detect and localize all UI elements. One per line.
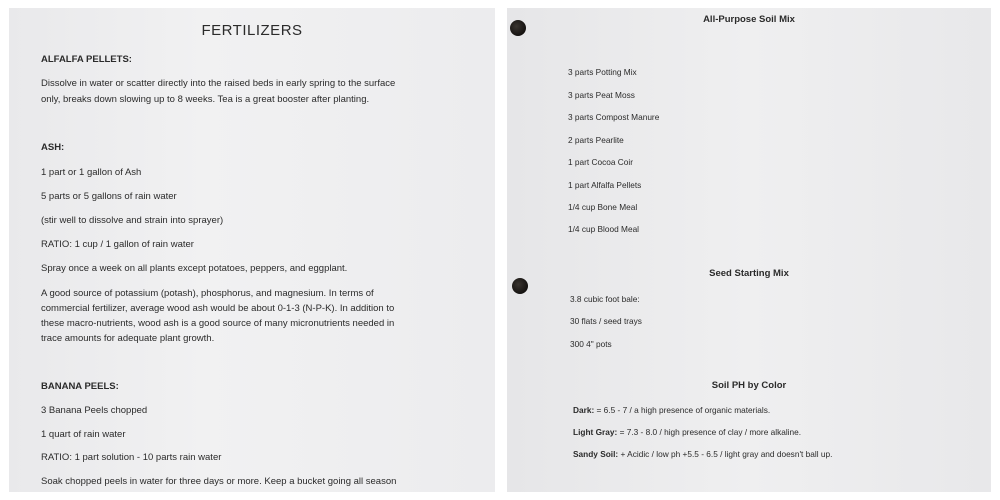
- ash-para-line: these macro-nutrients, wood ash is a good source of many micronutrients needed in: [41, 318, 395, 329]
- seed-mix-item: 3.8 cubic foot bale:: [570, 294, 640, 304]
- soil-ph-text: = 7.3 - 8.0 / high presence of clay / more alkaline.: [617, 427, 802, 437]
- binder-hole: [512, 278, 528, 294]
- page-title: FERTILIZERS: [201, 22, 303, 39]
- soil-ph-label: Light Gray:: [573, 427, 618, 437]
- soil-ph-row: [573, 405, 770, 415]
- ash-item: 1 part or 1 gallon of Ash: [41, 167, 142, 178]
- alfalfa-heading: ALFALFA PELLETS:: [41, 54, 132, 65]
- ash-heading: ASH:: [41, 142, 65, 153]
- banana-item: 1 quart of rain water: [41, 429, 126, 440]
- soil-mix-item: 1/4 cup Bone Meal: [568, 202, 638, 212]
- banana-item: RATIO: 1 part solution - 10 parts rain water: [41, 452, 222, 463]
- seed-mix-item: 30 flats / seed trays: [570, 316, 642, 326]
- soil-ph-label: Sandy Soil:: [573, 449, 619, 459]
- soil-mix-title: All-Purpose Soil Mix: [703, 14, 795, 25]
- ash-item: (stir well to dissolve and strain into sprayer): [41, 215, 224, 226]
- right-page: [507, 8, 991, 492]
- soil-ph-row: [573, 427, 801, 437]
- soil-mix-item: 3 parts Peat Moss: [568, 90, 635, 100]
- ash-item: RATIO: 1 cup / 1 gallon of rain water: [41, 239, 194, 250]
- soil-ph-title: Soil PH by Color: [711, 380, 787, 391]
- ash-item: Spray once a week on all plants except potatoes, peppers, and eggplant.: [41, 263, 348, 274]
- soil-ph-label: Dark:: [573, 405, 595, 415]
- ash-item: 5 parts or 5 gallons of rain water: [41, 191, 177, 202]
- soil-mix-item: 1/4 cup Blood Meal: [568, 224, 640, 234]
- soil-ph-text: = 6.5 - 7 / a high presence of organic materials.: [594, 405, 771, 415]
- soil-mix-item: 3 parts Potting Mix: [568, 67, 637, 77]
- banana-item: Soak chopped peels in water for three days or more. Keep a bucket going all season: [41, 476, 397, 487]
- banana-item: 3 Banana Peels chopped: [41, 405, 148, 416]
- seed-mix-title: Seed Starting Mix: [709, 268, 789, 279]
- ash-para-line: commercial fertilizer, average wood ash would be about 0-1-3 (N-P-K). In addition to: [41, 303, 395, 314]
- ash-para-line: A good source of potassium (potash), phosphorus, and magnesium. In terms of: [41, 288, 374, 299]
- ash-para-line: trace amounts for adequate plant growth.: [41, 333, 215, 344]
- soil-mix-item: 2 parts Pearlite: [568, 135, 624, 145]
- alfalfa-text-line: Dissolve in water or scatter directly into the raised beds in early spring to the surface: [41, 78, 396, 89]
- banana-heading: BANANA PEELS:: [41, 381, 119, 392]
- left-page: [9, 8, 495, 492]
- seed-mix-item: 300 4" pots: [570, 339, 612, 349]
- soil-mix-item: 1 part Alfalfa Pellets: [568, 180, 642, 190]
- alfalfa-text-line: only, breaks down slowing up to 8 weeks. Tea is a great booster after planting.: [41, 94, 370, 105]
- soil-ph-row: [573, 449, 832, 459]
- soil-mix-item: 3 parts Compost Manure: [568, 112, 660, 122]
- soil-mix-item: 1 part Cocoa Coir: [568, 157, 634, 167]
- soil-ph-text: + Acidic / low ph +5.5 - 6.5 / light gray and doesn't ball up.: [618, 449, 833, 459]
